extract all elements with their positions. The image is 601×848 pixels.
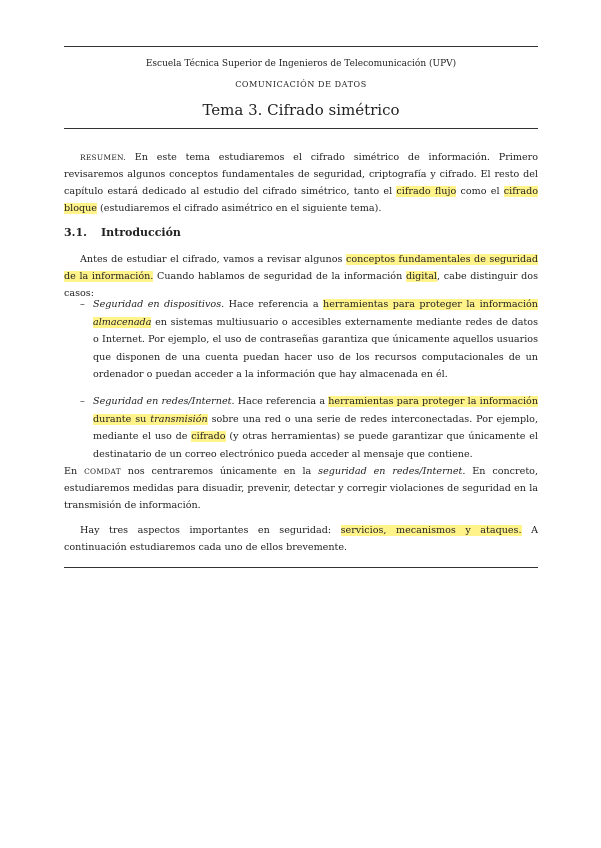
aspects-paragraph — [64, 522, 538, 556]
abstract-text: como el — [456, 186, 504, 197]
highlight-digital: digital — [405, 271, 438, 282]
list-item — [80, 393, 538, 463]
highlight-conceptos: conceptos fundamentales de seguridad de la información. — [64, 254, 538, 282]
comdat-text: En concreto, estudiaremos medidas para disuadir, prevenir, detectar y corregir violaciones de seguridad en la transmisión de información. — [64, 466, 538, 511]
intro-text: , cabe distinguir dos casos: — [64, 271, 538, 299]
highlight-herramientas: herramientas para proteger la información — [323, 299, 538, 310]
term-redes: Seguridad en redes/Internet. — [93, 396, 235, 407]
section-number: 3.1. — [64, 226, 87, 239]
list-item — [80, 296, 538, 384]
list-text: sobre una red o una serie de redes interconectadas. Por ejemplo, mediante el uso de — [93, 413, 538, 442]
highlight-almacenada: almacenada — [93, 316, 152, 328]
comdat-paragraph — [64, 463, 538, 514]
highlight-cifrado-flujo: cifrado flujo — [396, 186, 457, 197]
abstract-label: RESUMEN. — [80, 153, 126, 162]
comdat-acronym: COMDAT — [84, 467, 121, 476]
highlight-cifrado-bloque: cifrado bloque — [64, 186, 538, 214]
section-heading — [64, 226, 181, 239]
cases-list — [80, 393, 538, 463]
bottom-rule — [64, 567, 538, 568]
intro-paragraph — [64, 251, 538, 302]
list-dash: – — [80, 299, 85, 310]
highlight-cifrado: cifrado — [191, 431, 226, 442]
highlight-transmision: transmisión — [150, 413, 208, 425]
section-title: Introducción — [100, 226, 181, 239]
list-text: Hace referencia a — [234, 396, 329, 407]
aspects-text: A continuación estudiaremos cada uno de ellos brevemente. — [64, 525, 538, 553]
top-rule — [64, 46, 538, 47]
comdat-text: nos centraremos únicamente en la — [120, 466, 319, 477]
institution-header: Escuela Técnica Superior de Ingenieros de Telecomunicación (UPV) — [145, 59, 457, 69]
abstract-paragraph — [64, 149, 538, 217]
abstract-text: En este tema estudiaremos el cifrado simétrico de información. Primero revisaremos algunos conceptos fundamentales de seguridad, criptografía y cifrado. El resto del capítulo estará dedicado al estudio del cifrado simétrico, tanto el — [64, 152, 538, 197]
highlight-servicios: servicios, mecanismos y ataques. — [340, 525, 522, 536]
intro-text: Antes de estudiar el cifrado, vamos a revisar algunos — [80, 254, 346, 265]
intro-text: Cuando hablamos de seguridad de la información — [153, 271, 406, 282]
list-dash: – — [80, 396, 85, 407]
comdat-emphasis: seguridad en redes/Internet. — [318, 466, 466, 477]
cases-list — [80, 296, 538, 384]
list-text: (y otras herramientas) se puede garantizar que únicamente el destinatario de un correo electrónico pueda acceder al mensaje que contiene. — [93, 431, 539, 460]
highlight-herramientas: herramientas para proteger la información durante su — [93, 396, 538, 425]
aspects-text: Hay tres aspectos importantes en seguridad: — [80, 525, 341, 536]
term-dispositivos: Seguridad en dispositivos. — [93, 299, 225, 310]
abstract-text: (estudiaremos el cifrado asimétrico en el siguiente tema). — [96, 203, 382, 214]
title-rule — [64, 128, 538, 129]
list-text: Hace referencia a — [224, 299, 324, 310]
comdat-text: En — [64, 466, 85, 477]
page-title: Tema 3. Cifrado simétrico — [202, 101, 400, 119]
list-text: en sistemas multiusuario o accesibles externamente mediante redes de datos o Internet. Por ejemplo, el uso de contraseñas garantiza que únicamente aquellos usuarios que disponen de una cuenta puedan hacer uso de los recursos computacionales de un ordenador o puedan acceder a la información que hay almacenada en él. — [93, 316, 538, 380]
course-name: COMUNICACIÓN DE DATOS — [235, 80, 367, 89]
